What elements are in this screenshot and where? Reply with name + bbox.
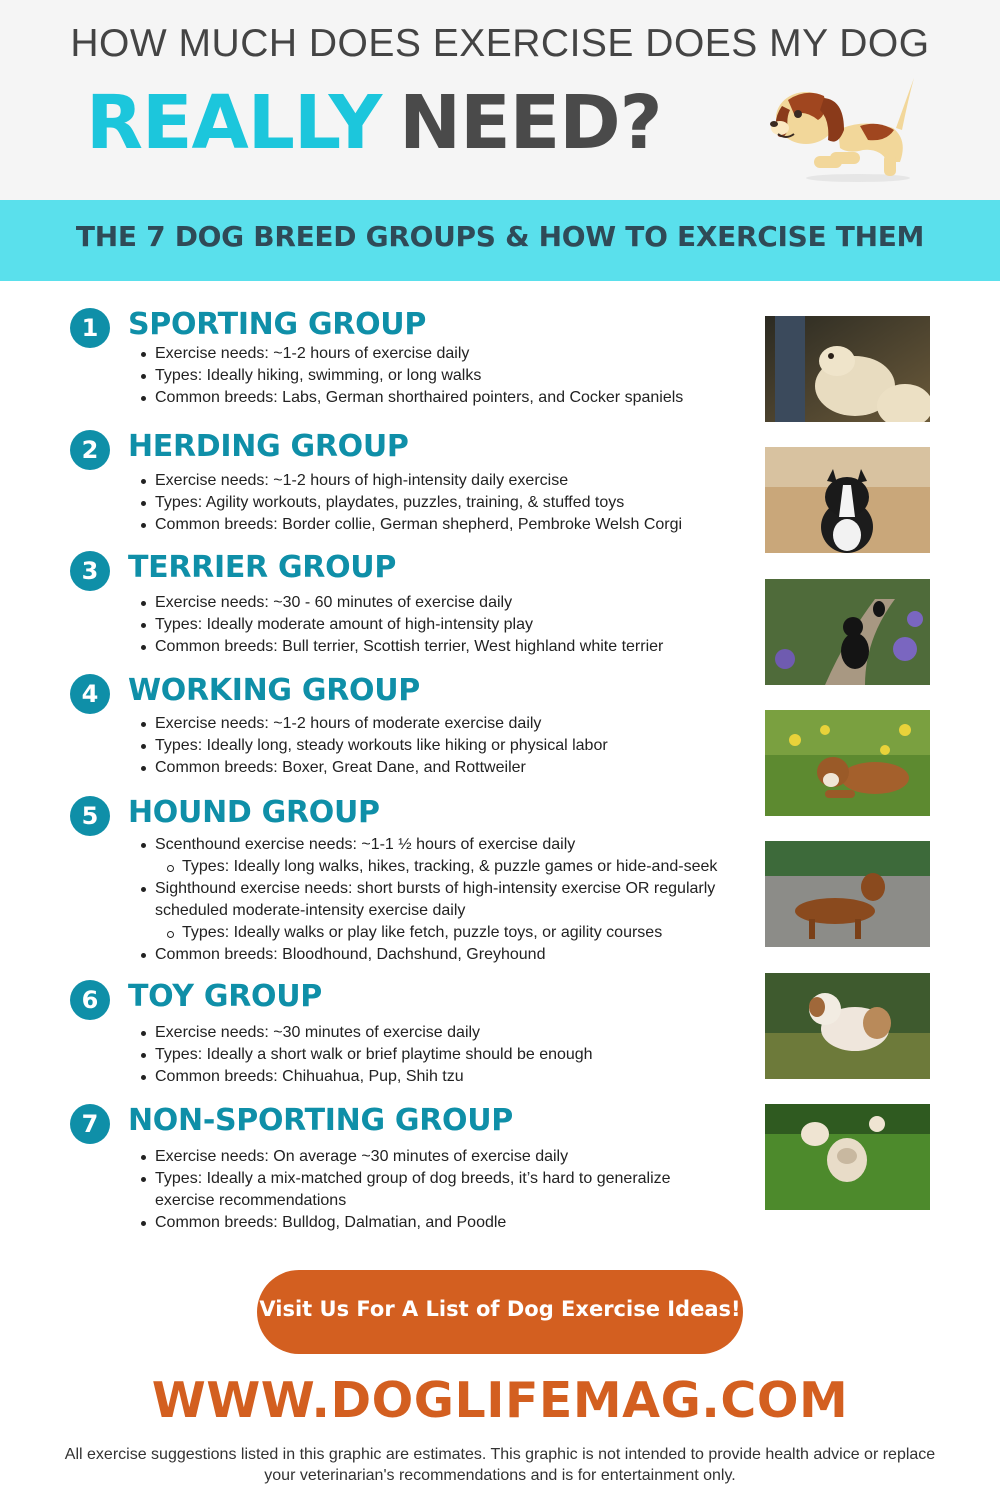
bullet-list [155,834,745,966]
list-item: Common breeds: Chihuahua, Pup, Shih tzu [155,1066,755,1088]
exercise-ideas-button[interactable] [257,1270,743,1354]
list-item: Types: Ideally long, steady workouts like hiking or physical labor [155,735,755,757]
bullet-list [155,592,755,658]
list-item: Scenthound exercise needs: ~1-1 ½ hours of exercise daily [155,834,745,856]
list-item: Types: Ideally walks or play like fetch, puzzle toys, or agility courses [182,922,745,944]
title-dark-word: NEED? [399,80,662,166]
number-badge: 1 [70,308,110,348]
header [0,0,1000,200]
bullet-list [155,1146,715,1234]
number-badge: 2 [70,430,110,470]
group-title: TERRIER GROUP [128,550,397,585]
section-banner [0,200,1000,281]
group-title: WORKING GROUP [128,673,420,708]
list-item: Types: Ideally a mix-matched group of dog breeds, it’s hard to generalize exercise recommendations [155,1168,715,1212]
list-item: Exercise needs: ~1-2 hours of exercise daily [155,343,755,365]
dachshund-photo-icon [765,841,930,947]
cartoon-dog-illustration-icon [768,70,918,182]
number-badge: 5 [70,796,110,836]
list-item: Types: Ideally hiking, swimming, or long walks [155,365,755,387]
bullet-list [155,470,755,536]
sporting-dog-photo-icon [765,316,930,422]
disclaimer-line1: All exercise suggestions listed in this graphic are estimates. This graphic is not intended to provide health advice or replace [64,1446,936,1463]
list-item: Types: Ideally long walks, hikes, tracking, & puzzle games or hide-and-seek [182,856,745,878]
bullet-list [155,713,755,779]
list-item: Exercise needs: On average ~30 minutes of exercise daily [155,1146,715,1168]
list-item: Common breeds: Bulldog, Dalmatian, and Poodle [155,1212,715,1234]
banner-heading: THE 7 DOG BREED GROUPS & HOW TO EXERCISE THEM [75,220,925,253]
group-title: HERDING GROUP [128,429,409,464]
list-item: Common breeds: Bloodhound, Dachshund, Greyhound [155,944,745,966]
list-item: Common breeds: Labs, German shorthaired pointers, and Cocker spaniels [155,387,755,409]
bullet-list [155,1022,755,1088]
page-title-line2 [86,80,662,166]
bulldogs-photo-icon [765,1104,930,1210]
number-badge: 3 [70,551,110,591]
group-title: SPORTING GROUP [128,307,427,342]
boxer-photo-icon [765,710,930,816]
border-collie-photo-icon [765,447,930,553]
list-item: Exercise needs: ~1-2 hours of moderate exercise daily [155,713,755,735]
number-badge: 6 [70,980,110,1020]
group-title: NON-SPORTING GROUP [128,1103,513,1138]
disclaimer [0,1444,1000,1486]
list-item: Exercise needs: ~1-2 hours of high-intensity daily exercise [155,470,755,492]
group-title: TOY GROUP [128,979,322,1014]
list-item: Common breeds: Border collie, German shepherd, Pembroke Welsh Corgi [155,514,755,536]
page-title-line1: HOW MUCH DOES EXERCISE DOES MY DOG [70,22,930,65]
website-link[interactable]: WWW.DOGLIFEMAG.COM [151,1372,849,1429]
bullet-list [155,343,755,409]
cta-label: Visit Us For A List of Dog Exercise Ideas! [259,1297,741,1321]
list-item: Sighthound exercise needs: short bursts of high-intensity exercise OR regularly scheduled moderate-intensity exercise daily [155,878,745,922]
scottish-terrier-photo-icon [765,579,930,685]
list-item: Types: Agility workouts, playdates, puzzles, training, & stuffed toys [155,492,755,514]
list-item: Types: Ideally a short walk or brief playtime should be enough [155,1044,755,1066]
list-item: Exercise needs: ~30 - 60 minutes of exercise daily [155,592,755,614]
list-item: Exercise needs: ~30 minutes of exercise daily [155,1022,755,1044]
title-accent-word: REALLY [86,80,382,166]
group-title: HOUND GROUP [128,795,380,830]
disclaimer-line2: your veterinarian's recommendations and is for entertainment only. [264,1467,736,1484]
list-item: Common breeds: Bull terrier, Scottish terrier, West highland white terrier [155,636,755,658]
number-badge: 4 [70,674,110,714]
list-item: Common breeds: Boxer, Great Dane, and Rottweiler [155,757,755,779]
number-badge: 7 [70,1104,110,1144]
list-item: Types: Ideally moderate amount of high-intensity play [155,614,755,636]
shih-tzu-photo-icon [765,973,930,1079]
